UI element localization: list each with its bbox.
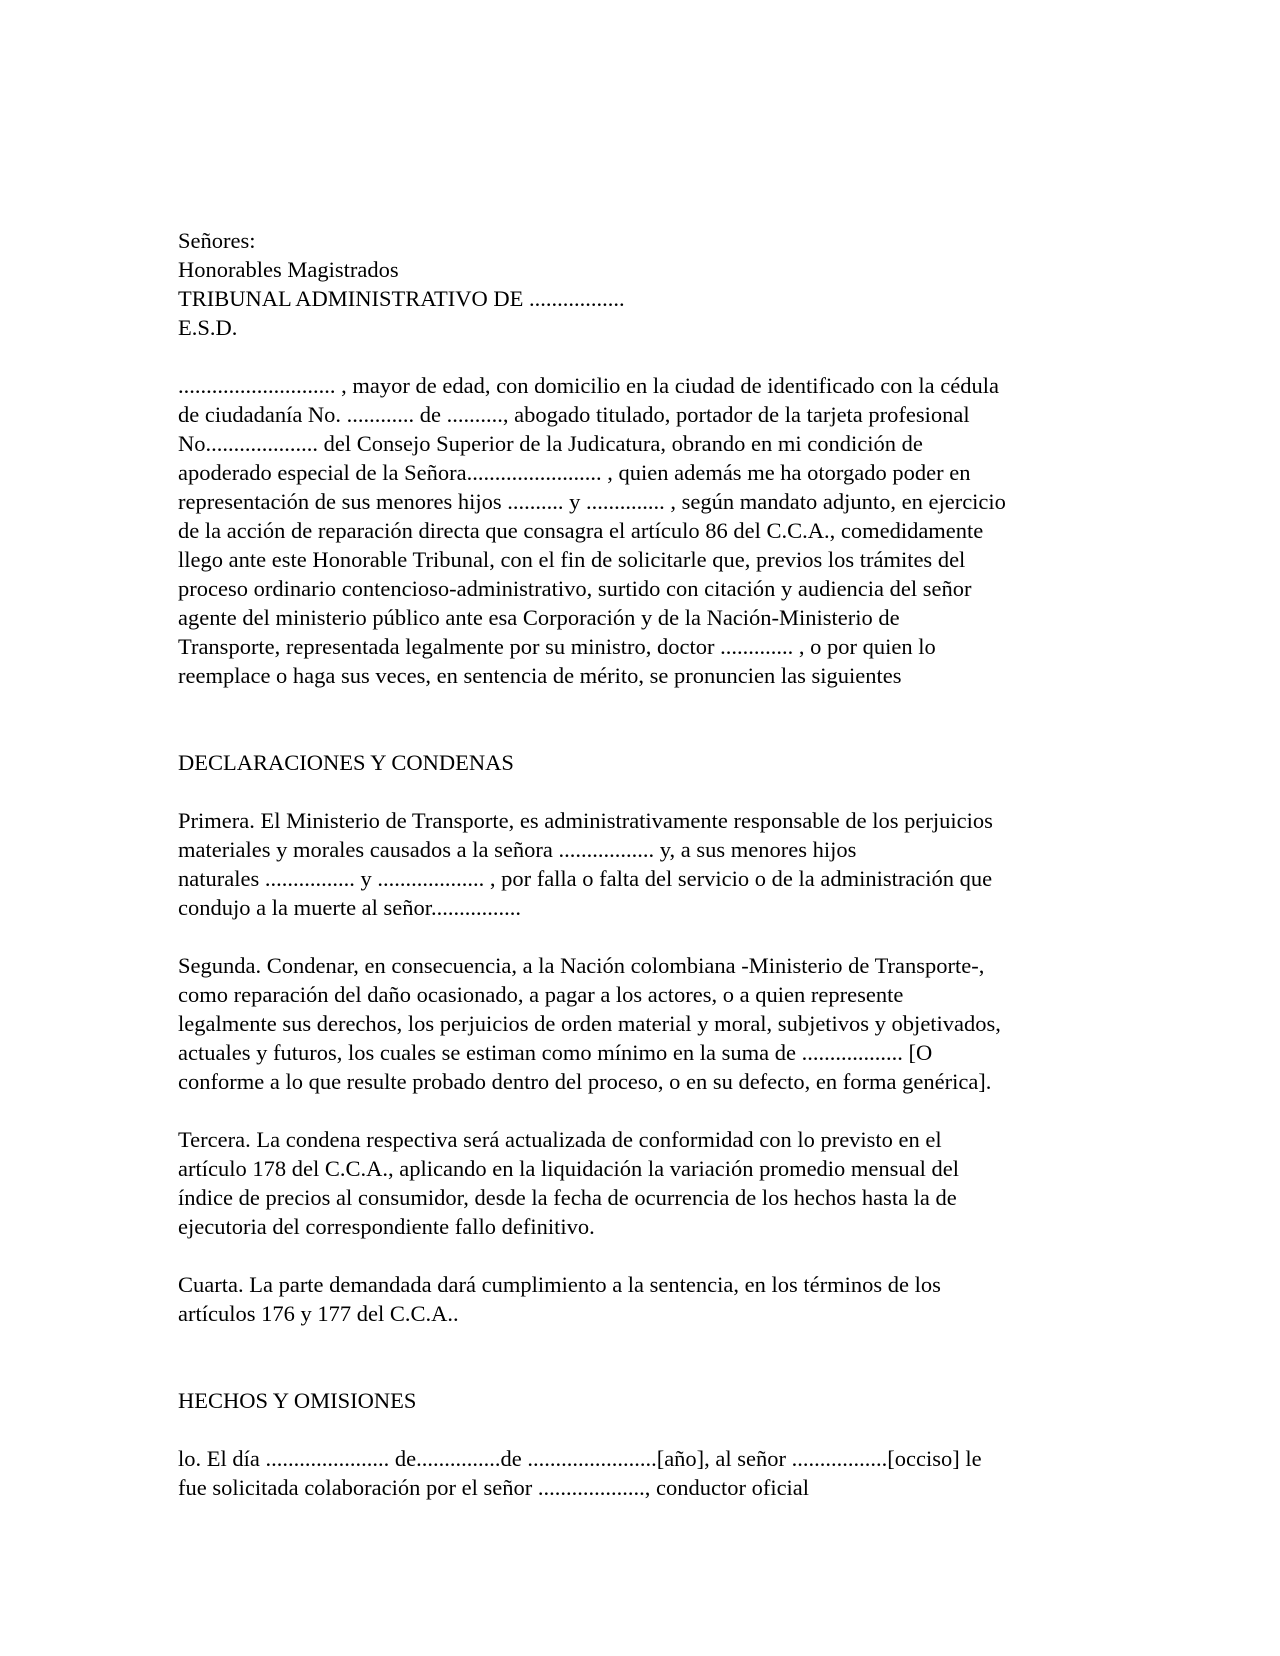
- intro-paragraph: [178, 371, 1108, 690]
- paragraph-line: proceso ordinario contencioso-administrativo, surtido con citación y audiencia del señor: [178, 576, 972, 601]
- paragraph-line: artículo 178 del C.C.A., aplicando en la liquidación la variación promedio mensual del: [178, 1156, 960, 1181]
- spacer: [178, 1096, 1108, 1125]
- paragraph-line: de ciudadanía No. ............ de .........., abogado titulado, portador de la tarjeta profesional: [178, 402, 970, 427]
- segunda-paragraph: [178, 951, 1108, 1096]
- esd-line: E.S.D.: [178, 315, 238, 340]
- paragraph-line: índice de precios al consumidor, desde la fecha de ocurrencia de los hechos hasta la de: [178, 1185, 957, 1210]
- paragraph-line: materiales y morales causados a la señora ................. y, a sus menores hijos: [178, 837, 857, 862]
- paragraph-line: ............................ , mayor de edad, con domicilio en la ciudad de identificado con la cédula: [178, 373, 999, 398]
- spacer: [178, 922, 1108, 951]
- spacer: [178, 1415, 1108, 1444]
- paragraph-line: Cuarta. La parte demandada dará cumplimiento a la sentencia, en los términos de los: [178, 1272, 941, 1297]
- spacer: [178, 1241, 1108, 1270]
- paragraph-line: Tercera. La condena respectiva será actualizada de conformidad con lo previsto en el: [178, 1127, 942, 1152]
- paragraph-line: condujo a la muerte al señor................: [178, 895, 522, 920]
- spacer: [178, 690, 1108, 748]
- paragraph-line: No.................... del Consejo Superior de la Judicatura, obrando en mi condición de: [178, 431, 923, 456]
- paragraph-line: Transporte, representada legalmente por su ministro, doctor ............. , o por quien lo: [178, 634, 936, 659]
- salutation: Señores:: [178, 228, 256, 253]
- paragraph-line: naturales ................ y ................... , por falla o falta del servicio o de la administración que: [178, 866, 993, 891]
- paragraph-line: legalmente sus derechos, los perjuicios de orden material y moral, subjetivos y objetivados,: [178, 1011, 1001, 1036]
- paragraph-line: como reparación del daño ocasionado, a pagar a los actores, o a quien represente: [178, 982, 904, 1007]
- paragraph-line: agente del ministerio público ante esa Corporación y de la Nación-Ministerio de: [178, 605, 900, 630]
- tercera-paragraph: [178, 1125, 1108, 1241]
- spacer: [178, 777, 1108, 806]
- paragraph-line: representación de sus menores hijos .......... y .............. , según mandato adjunto, en ejercicio: [178, 489, 1006, 514]
- hechos-heading: HECHOS Y OMISIONES: [178, 1388, 417, 1413]
- paragraph-line: de la acción de reparación directa que consagra el artículo 86 del C.C.A., comedidamente: [178, 518, 984, 543]
- paragraph-line: ejecutoria del correspondiente fallo definitivo.: [178, 1214, 595, 1239]
- paragraph-line: llego ante este Honorable Tribunal, con el fin de solicitarle que, previos los trámites del: [178, 547, 966, 572]
- cuarta-paragraph: [178, 1270, 1108, 1328]
- addressee-title: Honorables Magistrados: [178, 257, 399, 282]
- paragraph-line: lo. El día ...................... de...............de .......................[año], al señor .................[occiso] le: [178, 1446, 982, 1471]
- paragraph-line: reemplace o haga sus veces, en sentencia de mérito, se pronuncien las siguientes: [178, 663, 902, 688]
- spacer: [178, 342, 1108, 371]
- primera-paragraph: [178, 806, 1108, 922]
- addressee-block: [178, 226, 1108, 342]
- hechos-paragraph: [178, 1444, 1108, 1502]
- paragraph-line: fue solicitada colaboración por el señor ..................., conductor oficial: [178, 1475, 810, 1500]
- paragraph-line: Segunda. Condenar, en consecuencia, a la Nación colombiana -Ministerio de Transporte-,: [178, 953, 985, 978]
- paragraph-line: apoderado especial de la Señora........................ , quien además me ha otorgado poder en: [178, 460, 971, 485]
- spacer: [178, 1328, 1108, 1386]
- paragraph-line: conforme a lo que resulte probado dentro del proceso, o en su defecto, en forma genérica].: [178, 1069, 992, 1094]
- declaraciones-heading: DECLARACIONES Y CONDENAS: [178, 750, 514, 775]
- document-page: [178, 226, 1108, 1502]
- paragraph-line: artículos 176 y 177 del C.C.A..: [178, 1301, 459, 1326]
- paragraph-line: actuales y futuros, los cuales se estiman como mínimo en la suma de .................. [O: [178, 1040, 933, 1065]
- paragraph-line: Primera. El Ministerio de Transporte, es administrativamente responsable de los perjuicios: [178, 808, 993, 833]
- tribunal-name: TRIBUNAL ADMINISTRATIVO DE .................: [178, 286, 625, 311]
